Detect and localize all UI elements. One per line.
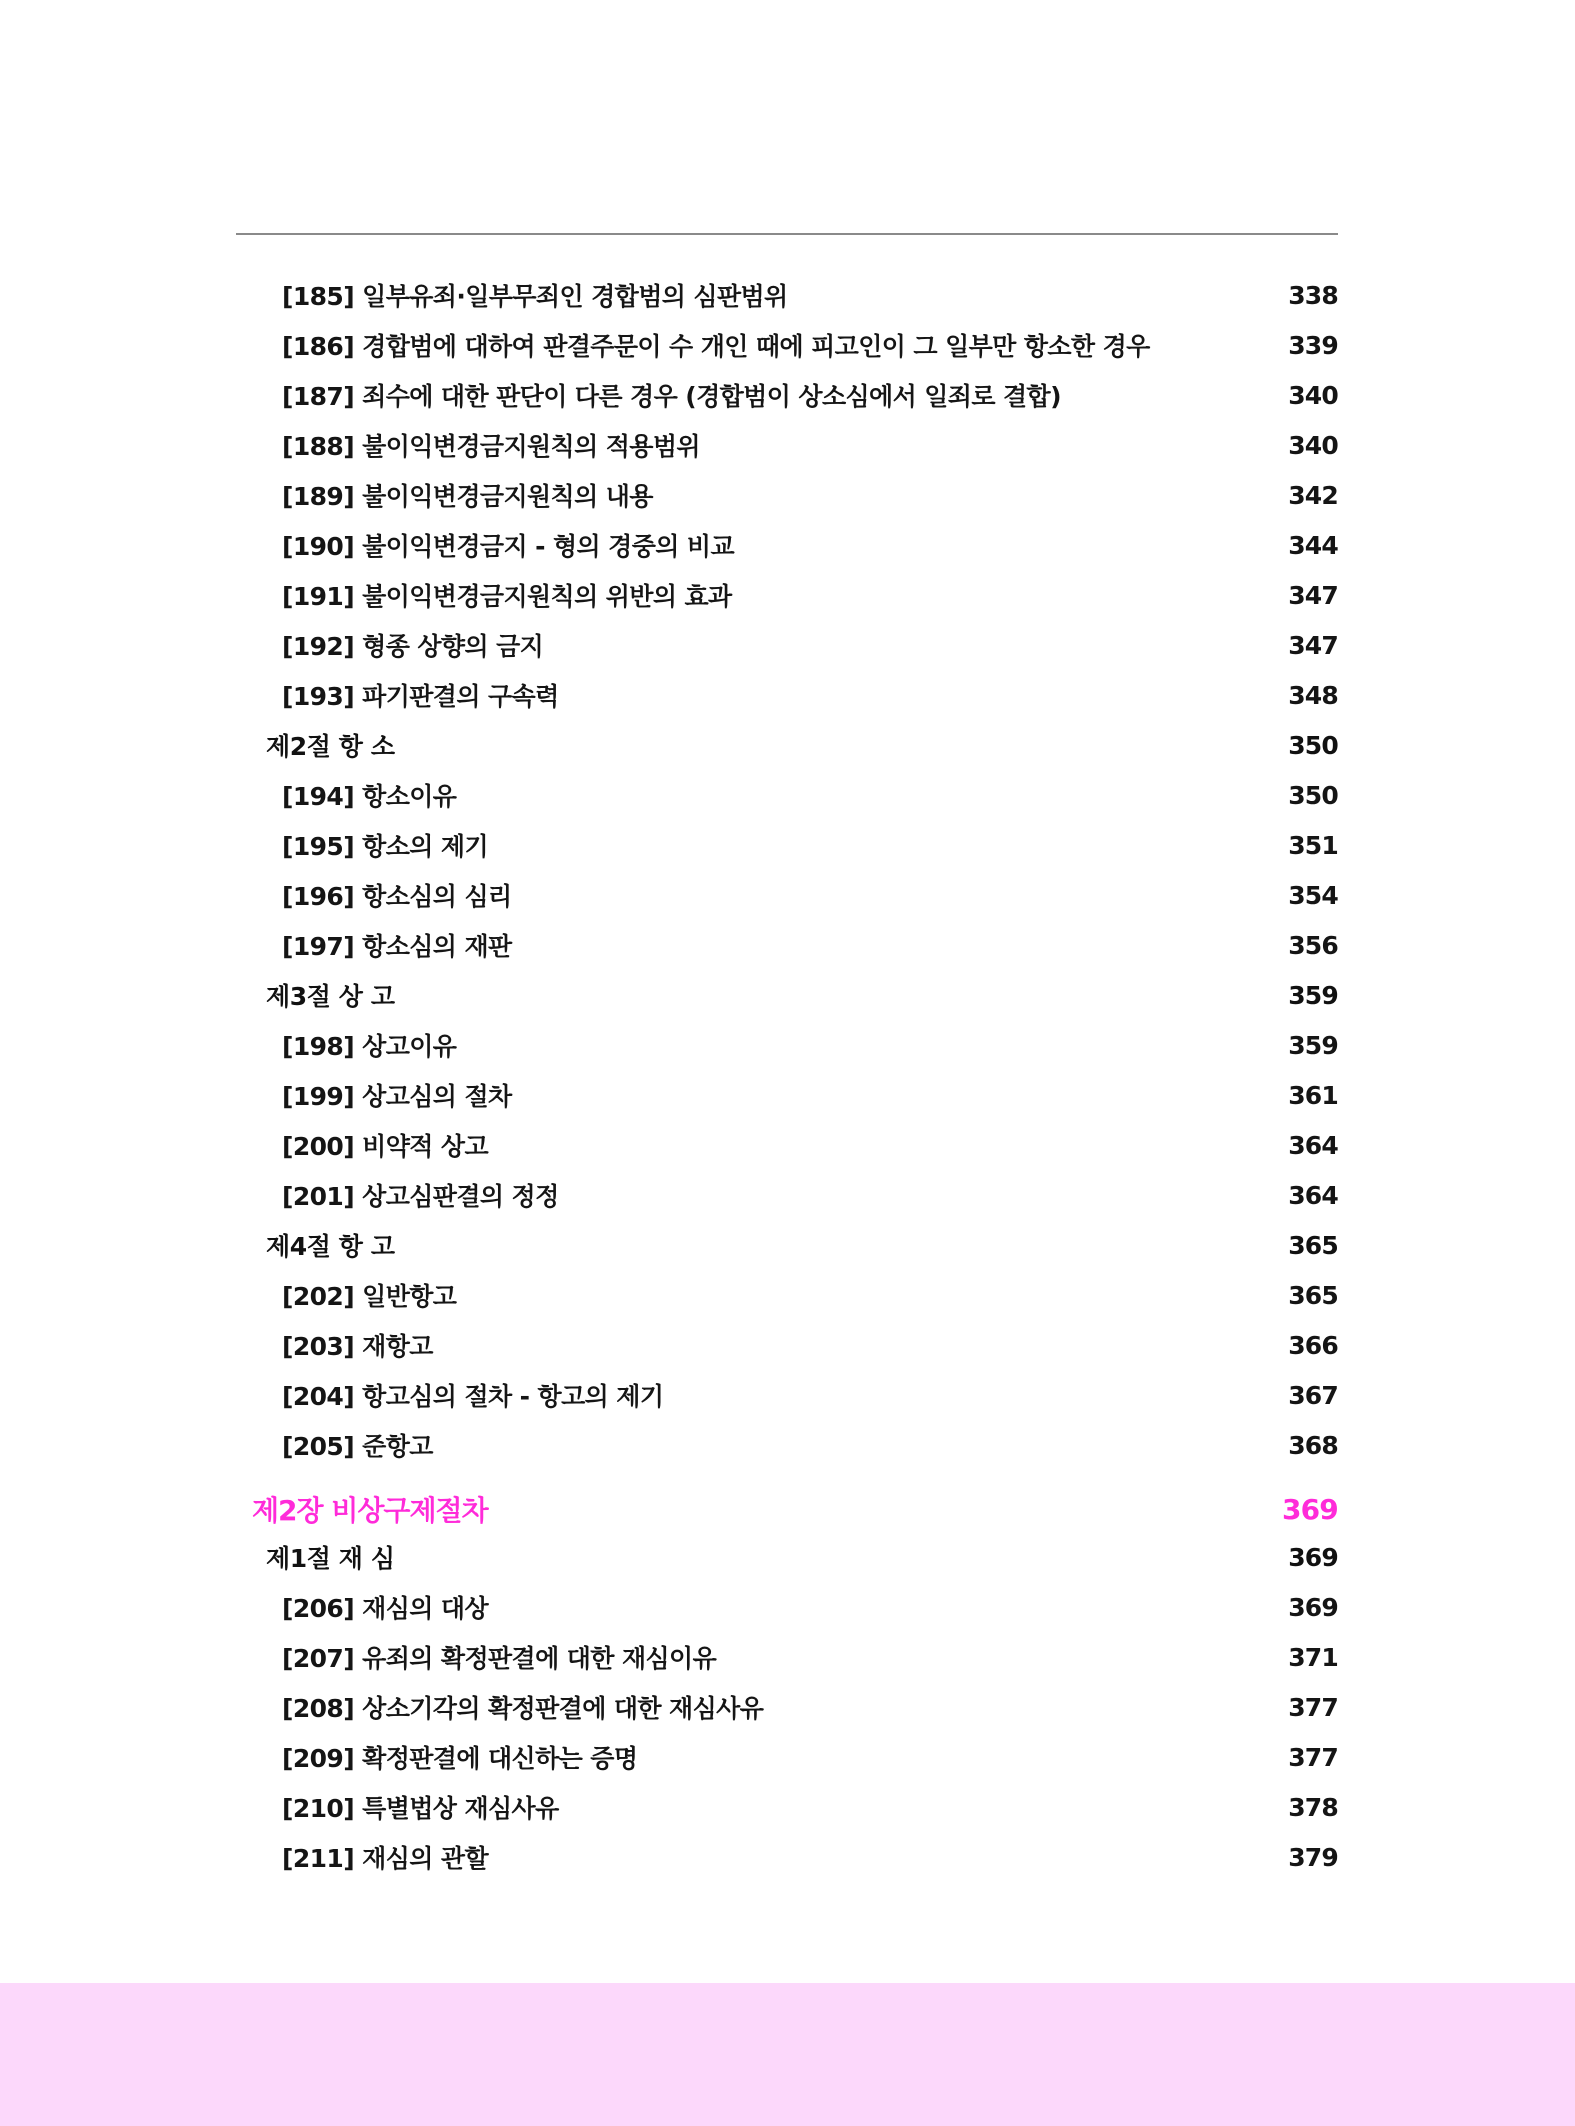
toc-entry [282,1782,1338,1832]
toc-page-number: 351 [1288,830,1338,860]
toc-page-number: 379 [1288,1842,1338,1872]
toc-entry [282,770,1338,820]
toc-entry-label: [206] 재심의 대상 [282,1594,488,1623]
toc-page-number: 368 [1288,1430,1338,1460]
toc-entry [282,870,1338,920]
toc-entry-label: [204] 항고심의 절차 - 항고의 제기 [282,1382,664,1411]
toc-entry [282,1632,1338,1682]
toc-page-number: 348 [1288,680,1338,710]
toc-entry [282,670,1338,720]
toc-entry-label: [190] 불이익변경금지 - 형의 경중의 비교 [282,532,735,561]
toc-entry-label: [185] 일부유죄·일부무죄인 경합범의 심판범위 [282,282,788,311]
toc-entry-label: [189] 불이익변경금지원칙의 내용 [282,482,653,511]
toc-page-number: 361 [1288,1080,1338,1110]
toc-page-number: 350 [1288,780,1338,810]
toc-section [266,1532,1338,1582]
toc-section [266,1220,1338,1270]
toc-page-number: 342 [1288,480,1338,510]
toc-entry-label: [193] 파기판결의 구속력 [282,682,559,711]
toc-entry [282,1682,1338,1732]
toc-page-number: 364 [1288,1180,1338,1210]
toc-entry [282,1270,1338,1320]
toc-entry-label: [192] 형종 상향의 금지 [282,632,544,661]
toc-entry [282,420,1338,470]
toc-entry [282,1732,1338,1782]
toc-section-label: 제4절 항 고 [266,1232,395,1261]
toc-page-number: 371 [1288,1642,1338,1672]
toc-page-number: 356 [1288,930,1338,960]
toc-entry [282,1120,1338,1170]
toc-entry-label: [195] 항소의 제기 [282,832,488,861]
toc-page-number: 340 [1288,430,1338,460]
toc-entry [282,570,1338,620]
toc-page-number: 369 [1288,1542,1338,1572]
toc-page-number: 347 [1288,630,1338,660]
toc-entry-label: [205] 준항고 [282,1432,433,1461]
toc-entry-label: [199] 상고심의 절차 [282,1082,512,1111]
toc-entry-label: [208] 상소기각의 확정판결에 대한 재심사유 [282,1694,764,1723]
toc-page-number: 367 [1288,1380,1338,1410]
toc-entry [282,1170,1338,1220]
toc-entry [282,520,1338,570]
toc-entry [282,370,1338,420]
toc-page-number: 350 [1288,730,1338,760]
toc-page-number: 340 [1288,380,1338,410]
toc-page-number: 344 [1288,530,1338,560]
toc-page-number: 338 [1288,280,1338,310]
toc-entry-label: [211] 재심의 관할 [282,1844,488,1873]
toc-entry [282,920,1338,970]
toc-page-number: 347 [1288,580,1338,610]
toc-page-number: 339 [1288,330,1338,360]
toc-entry [282,1420,1338,1470]
toc-entry-label: [207] 유죄의 확정판결에 대한 재심이유 [282,1644,717,1673]
toc-entry-label: [186] 경합범에 대하여 판결주문이 수 개인 때에 피고인이 그 일부만 항소한 경우 [282,332,1150,361]
toc-entry-label: [202] 일반항고 [282,1282,457,1311]
toc-entry [282,1070,1338,1120]
toc-section [266,720,1338,770]
toc-entry [282,470,1338,520]
toc-entry [282,270,1338,320]
toc-entry-label: [203] 재항고 [282,1332,433,1361]
toc-page-number: 365 [1288,1230,1338,1260]
toc-section-label: 제2절 항 소 [266,732,395,761]
toc-page-number: 369 [1288,1592,1338,1622]
toc-entry-label: [198] 상고이유 [282,1032,457,1061]
toc-page-number: 365 [1288,1280,1338,1310]
toc-entry [282,1020,1338,1070]
toc-page-number: 377 [1288,1692,1338,1722]
toc-entry [282,1320,1338,1370]
toc-entry-label: [196] 항소심의 심리 [282,882,512,911]
header-rule [236,233,1338,235]
toc-entry [282,1832,1338,1882]
toc-page-number: 378 [1288,1792,1338,1822]
toc-entry-label: [194] 항소이유 [282,782,457,811]
toc-section-label: 제3절 상 고 [266,982,395,1011]
toc-section-label: 제1절 재 심 [266,1544,395,1573]
toc-chapter-label: 제2장 비상구제절차 [252,1494,488,1527]
toc-page-number: 377 [1288,1742,1338,1772]
toc-page-number: 359 [1288,1030,1338,1060]
toc-entry [282,820,1338,870]
toc-entry-label: [197] 항소심의 재판 [282,932,512,961]
toc-entry-label: [191] 불이익변경금지원칙의 위반의 효과 [282,582,732,611]
toc-entry [282,320,1338,370]
toc-page-number: 354 [1288,880,1338,910]
toc-entry [282,1582,1338,1632]
toc-chapter [252,1484,1338,1534]
toc-entry-label: [200] 비약적 상고 [282,1132,488,1161]
toc-entry-label: [188] 불이익변경금지원칙의 적용범위 [282,432,700,461]
toc-page-number: 359 [1288,980,1338,1010]
toc-page-number: 369 [1281,1492,1338,1526]
toc-entry [282,620,1338,670]
toc-section [266,970,1338,1020]
toc-entry-label: [187] 죄수에 대한 판단이 다른 경우 (경합범이 상소심에서 일죄로 결합) [282,382,1061,411]
toc-entry-label: [201] 상고심판결의 정정 [282,1182,559,1211]
toc-entry-label: [209] 확정판결에 대신하는 증명 [282,1744,638,1773]
toc-entry-label: [210] 특별법상 재심사유 [282,1794,559,1823]
toc-page-number: 366 [1288,1330,1338,1360]
toc-page-number: 364 [1288,1130,1338,1160]
footer-band [0,1983,1575,2126]
toc-entry [282,1370,1338,1420]
